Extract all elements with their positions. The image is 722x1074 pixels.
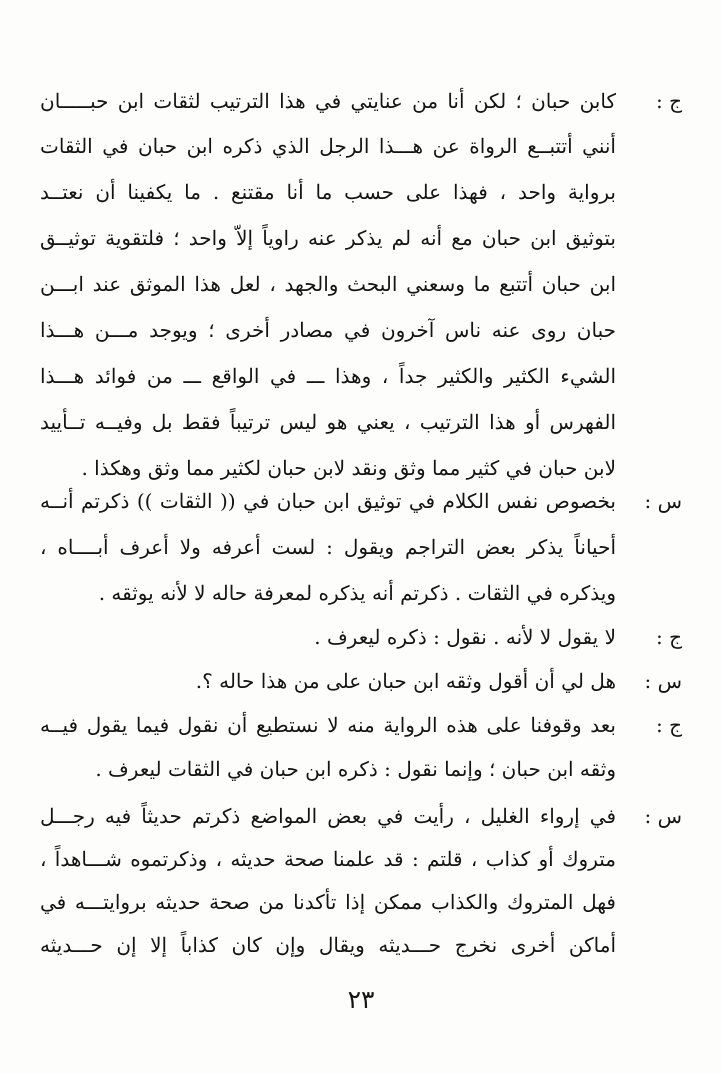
question-marker: س : [644,804,682,828]
text-line: وثقه ابن حبان ؛ وإنما نقول : ذكره ابن حبان في الثقات ليعرف . [95,757,616,781]
text-line: هل لي أن أقول وثقه ابن حبان على من هذا حاله ؟. [195,669,616,693]
text-line: أماكن أخرى نخرج حـــديثه ويقال وإن كان كذاباً إلا إن حـــديثه [40,933,616,957]
answer-text [40,86,616,499]
text-line: بعد وقوفنا على هذه الرواية منه لا نستطيع أن نقول فيما يقول فيــه [40,713,616,737]
text-line: ابن حبان أتتبع ما وسعني البحث والجهد ، لعل هذا الموثق عند ابـــن [40,272,616,296]
answer-text [40,622,616,652]
text-line: ويذكره في الثقات . ذكرتم أنه يذكره لمعرفة حاله لا لأنه يوثقه . [98,581,616,605]
text-line: الشيء الكثير والكثير جداً ، وهذا ـــ في الواقع ـــ من فوائد هـــذا [40,364,616,388]
text-line: فهل المتروك والكذاب ممكن إذا تأكدنا من صحة حديثه بروايتـــه في [40,890,616,914]
text-line: متروك أو كذاب ، قلتم : قد علمنا صحة حديثه ، وذكرتموه شـــاهداً ، [40,847,616,871]
question-text [40,666,616,696]
answer-marker: ج : [655,713,682,737]
text-line: الفهرس أو هذا الترتيب ، يعني هو ليس ترتيباً فقط بل وفيــه تــأييد [40,410,616,434]
text-line: لا يقول لا لأنه . نقول : ذكره ليعرف . [314,625,616,649]
answer-text [40,710,616,784]
text-line: حبان روى عنه ناس آخرون في مصادر أخرى ؛ ويوجد مـــن هـــذا [40,318,616,342]
question-marker: س : [644,669,682,693]
text-line: في إرواء الغليل ، رأيت في بعض المواضع ذكرتم حديثاً فيه رجـــل [40,804,616,828]
text-line: كابن حبان ؛ لكن أنا من عنايتي في هذا الترتيب لثقات ابن حبـــــان [40,89,616,113]
text-line: بخصوص نفس الكلام في توثيق ابن حبان في (( الثقات )) ذكرتم أنــه [40,489,616,513]
answer-marker: ج : [655,89,682,113]
text-line: أحياناً يذكر بعض التراجم ويقول : لست أعرفه ولا أعرف أبــــاه ، [40,535,616,559]
text-line: لابن حبان في كثير مما وثق ونقد لابن حبان لكثير مما وثق وهكذا . [81,456,616,480]
text-line: أنني أتتبــع الرواة عن هـــذا الرجل الذي ذكره ابن حبان في الثقات [40,134,616,158]
answer-marker: ج : [655,625,682,649]
page-number: ٢٣ [347,985,375,1014]
question-text [40,486,616,624]
question-text [40,801,616,960]
text-line: برواية واحد ، فهذا على حسب ما أنا مقتنع . ما يكفينا أن نعتــد [40,180,616,204]
question-marker: س : [644,489,682,513]
text-line: بتوثيق ابن حبان مع أنه لم يذكر عنه راوياً إلاّ واحد ؛ فلتقوية توثيــق [40,226,616,250]
